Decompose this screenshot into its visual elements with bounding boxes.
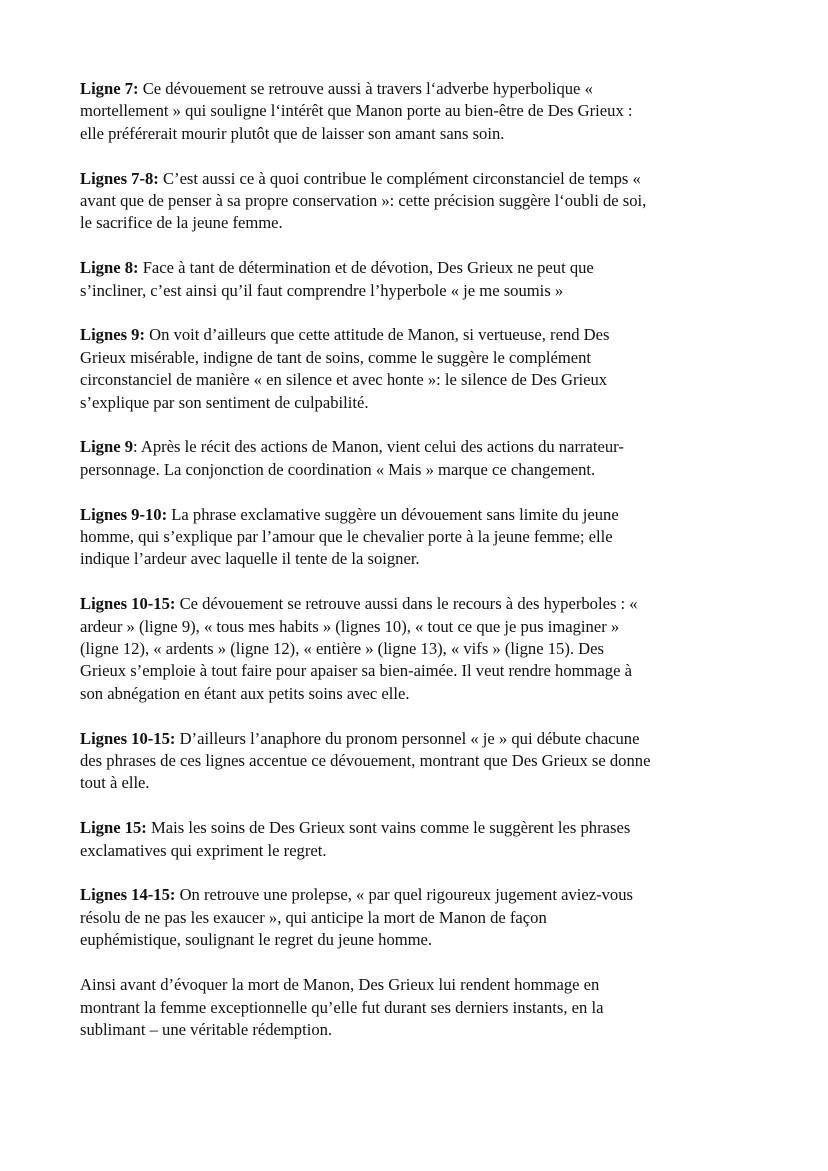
- paragraph-lignes-14-15: [80, 884, 760, 951]
- paragraph-label: Lignes 9:: [80, 325, 145, 345]
- paragraph-text: Mais les soins de Des Grieux sont vains comme le suggèrent les phrases: [146, 818, 631, 838]
- paragraph-ligne-9: [80, 436, 760, 481]
- paragraph-line: Grieux s’emploie à tout faire pour apaiser sa bien-aimée. Il veut rendre hommage à: [80, 661, 632, 681]
- paragraph-line: sublimant – une véritable rédemption.: [80, 1019, 333, 1039]
- paragraph-label: Lignes 10-15:: [80, 594, 176, 614]
- paragraph-line: [80, 817, 760, 839]
- paragraph-lignes-10-15-anaphore: [80, 728, 760, 795]
- paragraph-line: [80, 257, 760, 279]
- paragraph-text: Face à tant de détermination et de dévotion, Des Grieux ne peut que: [138, 258, 594, 278]
- paragraph-line: résolu de ne pas les exaucer », qui anticipe la mort de Manon de façon: [80, 907, 547, 927]
- paragraph-lignes-7-8: [80, 168, 760, 235]
- paragraph-line: tout à elle.: [80, 773, 150, 793]
- paragraph-label: Lignes 14-15:: [80, 885, 176, 905]
- paragraph-line: exclamatives qui expriment le regret.: [80, 840, 327, 860]
- paragraph-label: Lignes 10-15:: [80, 728, 176, 748]
- paragraph-line: [80, 78, 760, 100]
- paragraph-line: euphémistique, soulignant le regret du jeune homme.: [80, 930, 433, 950]
- paragraph-label: Ligne 7:: [80, 79, 139, 98]
- paragraph-line: s’explique par son sentiment de culpabilité.: [80, 392, 369, 412]
- paragraph-line: [80, 324, 760, 346]
- paragraph-line: [80, 504, 760, 526]
- paragraph-line: [80, 884, 760, 906]
- paragraph-conclusion: [80, 974, 760, 1041]
- paragraph-line: elle préférerait mourir plutôt que de laisser son amant sans soin.: [80, 123, 505, 143]
- paragraph-line: des phrases de ces lignes accentue ce dévouement, montrant que Des Grieux se donne: [80, 751, 651, 771]
- paragraph-line: montrant la femme exceptionnelle qu’elle fut durant ses derniers instants, en la: [80, 997, 604, 1017]
- paragraph-text: Ce dévouement se retrouve aussi dans le recours à des hyperboles : «: [175, 594, 638, 614]
- paragraph-text: : Après le récit des actions de Manon, vient celui des actions du narrateur-: [133, 437, 624, 457]
- paragraph-text: On voit d’ailleurs que cette attitude de Manon, si vertueuse, rend Des: [145, 325, 610, 345]
- paragraph-line: (ligne 12), « ardents » (ligne 12), « entière » (ligne 13), « vifs » (ligne 15). Des: [80, 639, 604, 659]
- paragraph-line: mortellement » qui souligne l‘intérêt que Manon porte au bien-être de Des Grieux :: [80, 101, 633, 121]
- paragraph-line: [80, 593, 760, 615]
- paragraph-ligne-7: [80, 78, 760, 145]
- paragraph-text: Ce dévouement se retrouve aussi à travers l‘adverbe hyperbolique «: [138, 79, 593, 98]
- paragraph-label: Lignes 9-10:: [80, 504, 168, 524]
- paragraph-line: avant que de penser à sa propre conservation »: cette précision suggère l‘oubli de soi,: [80, 191, 647, 211]
- paragraph-line: indique l’ardeur avec laquelle il tente de la soigner.: [80, 549, 420, 569]
- paragraph-lignes-10-15-hyperboles: [80, 593, 760, 705]
- paragraph-line: son abnégation en étant aux petits soins avec elle.: [80, 683, 410, 703]
- paragraph-ligne-15: [80, 817, 760, 862]
- paragraph-line: circonstanciel de manière « en silence et avec honte »: le silence de Des Grieux: [80, 370, 608, 390]
- paragraph-line: ardeur » (ligne 9), « tous mes habits » (lignes 10), « tout ce que je pus imaginer »: [80, 616, 620, 636]
- paragraph-text: La phrase exclamative suggère un dévouement sans limite du jeune: [167, 504, 619, 524]
- paragraph-line: Grieux misérable, indigne de tant de soins, comme le suggère le complément: [80, 347, 592, 367]
- paragraph-text: D’ailleurs l’anaphore du pronom personnel « je » qui débute chacune: [175, 728, 640, 748]
- paragraph-line: homme, qui s’explique par l’amour que le chevalier porte à la jeune femme; elle: [80, 527, 613, 547]
- paragraph-label: Lignes 7-8:: [80, 168, 159, 188]
- paragraph-text: On retrouve une prolepse, « par quel rigoureux jugement aviez-vous: [175, 885, 633, 905]
- paragraph-line: s’incliner, c’est ainsi qu’il faut comprendre l’hyperbole « je me soumis »: [80, 280, 564, 300]
- paragraph-line: le sacrifice de la jeune femme.: [80, 213, 283, 233]
- paragraph-label: Ligne 9: [80, 437, 134, 457]
- document-page: [80, 78, 760, 1064]
- paragraph-line: [80, 168, 760, 190]
- paragraph-ligne-8: [80, 257, 760, 302]
- paragraph-lignes-9-10: [80, 504, 760, 571]
- paragraph-lignes-9: [80, 324, 760, 414]
- paragraph-label: Ligne 15:: [80, 818, 147, 838]
- paragraph-line: [80, 436, 760, 458]
- paragraph-line: personnage. La conjonction de coordination « Mais » marque ce changement.: [80, 459, 596, 479]
- paragraph-line: [80, 728, 760, 750]
- paragraph-text: C’est aussi ce à quoi contribue le complément circonstanciel de temps «: [158, 168, 641, 188]
- paragraph-label: Ligne 8:: [80, 258, 139, 278]
- paragraph-line: Ainsi avant d’évoquer la mort de Manon, Des Grieux lui rendent hommage en: [80, 975, 600, 995]
